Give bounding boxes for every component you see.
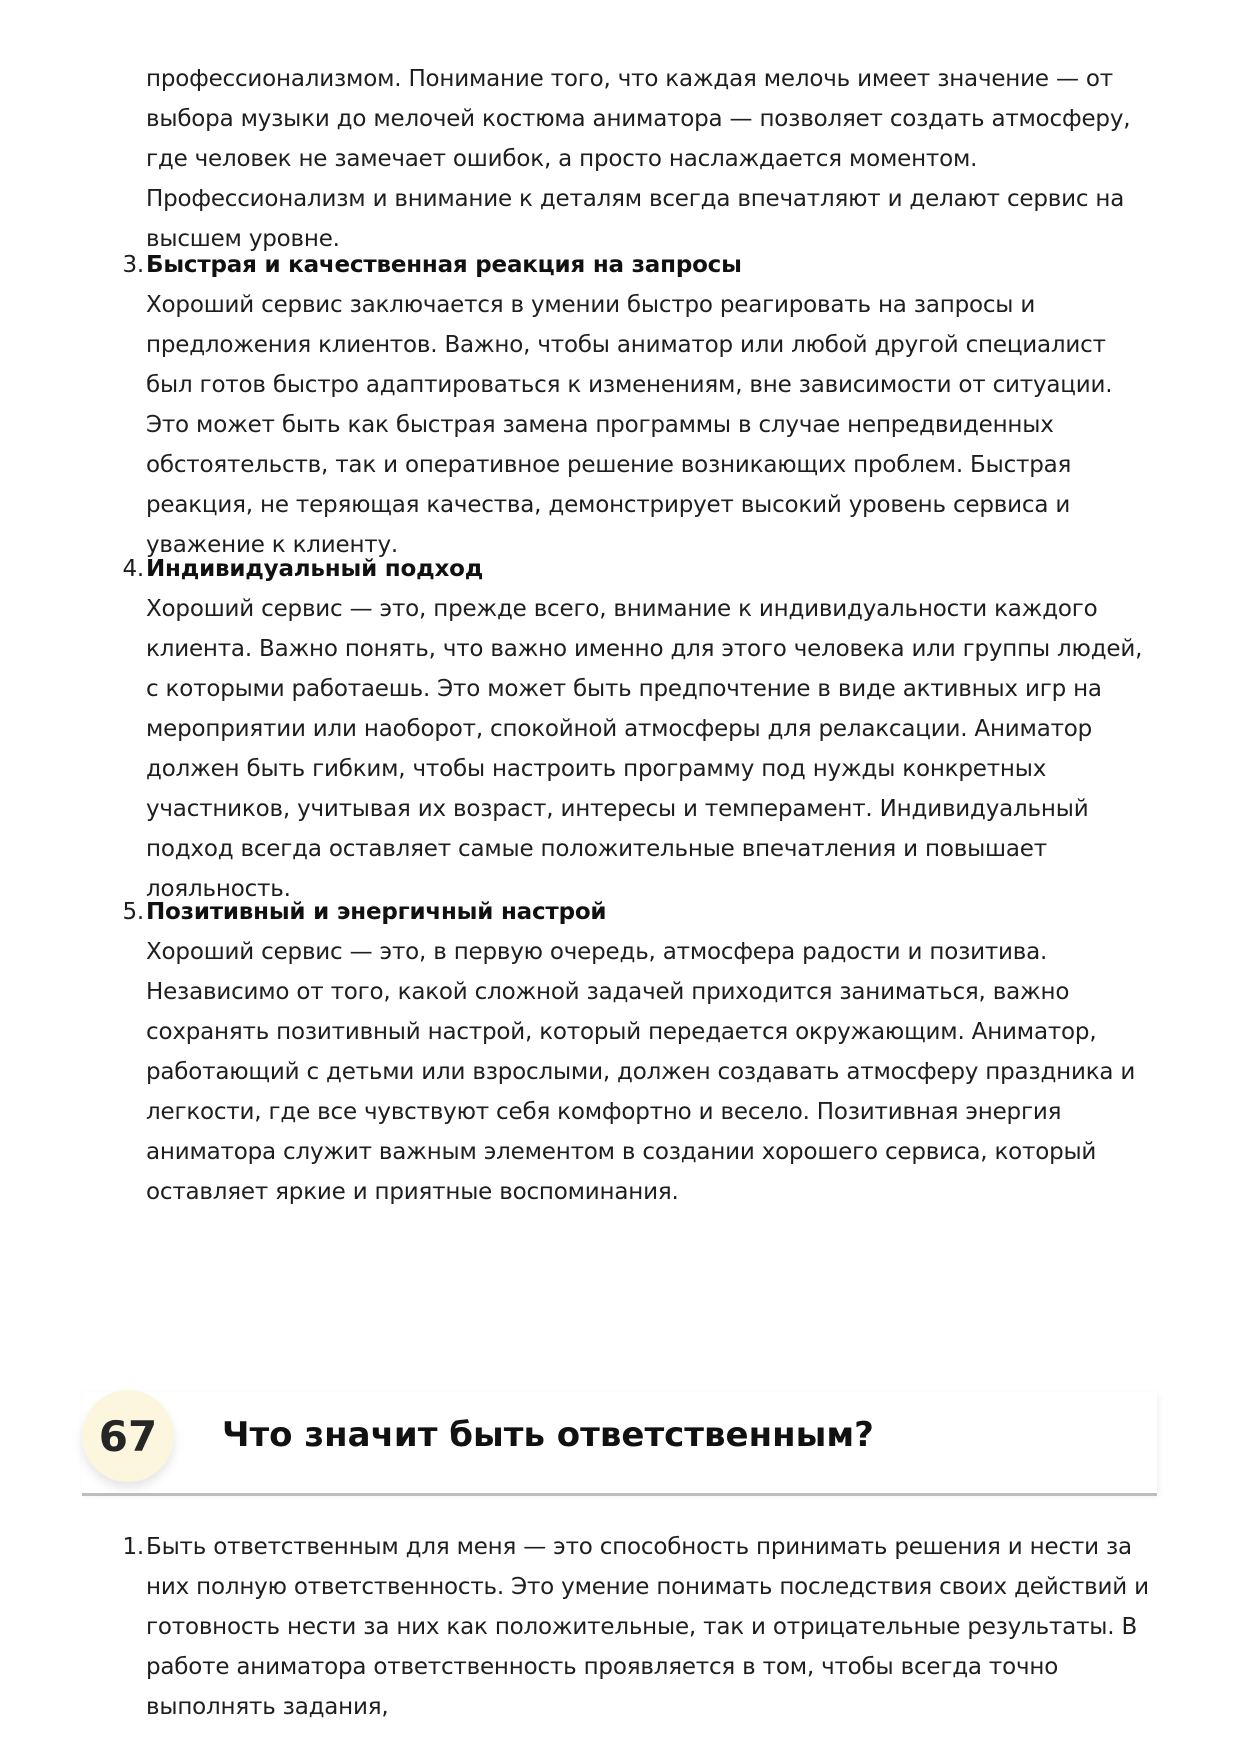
- section-divider: [82, 1493, 1157, 1496]
- list-item-body: Быть ответственным для меня — это способность принимать решения и нести за них полную ответственность. Это умение понимать последствия своих действий и готовность нести за них как положительные, так и отрицательные результаты. В работе аниматора ответственность проявляется в том, чтобы всегда точно выполнять задания,: [146, 1534, 1149, 1720]
- list-number: 4.: [122, 556, 144, 582]
- section-title: Что значит быть ответственным?: [222, 1415, 874, 1455]
- section-header: [82, 1384, 1157, 1494]
- list-item-title: Позитивный и энергичный настрой: [146, 899, 607, 925]
- list-item-title: Быстрая и качественная реакция на запросы: [146, 252, 742, 278]
- list-number: 5.: [122, 899, 144, 925]
- list-item-title: Индивидуальный подход: [146, 556, 484, 582]
- list-item-body: Хороший сервис заключается в умении быстро реагировать на запросы и предложения клиентов. Важно, чтобы аниматор или любой другой специалист был готов быстро адаптироваться к изменениям, вне зависимости от ситуации. Это может быть как быстрая замена программы в случае непредвиденных обстоятельств, так и оперативное решение возникающих проблем. Быстрая реакция, не теряющая качества, демонстрирует высокий уровень сервиса и уважение к клиенту.: [146, 292, 1113, 558]
- list-item-4: [122, 549, 1156, 909]
- list-number: 3.: [122, 252, 144, 278]
- continuation-paragraph: профессионализмом. Понимание того, что каждая мелочь имеет значение — от выбора музыки до мелочей костюма аниматора — позволяет создать атмосферу, где человек не замечает ошибок, а просто наслаждается моментом. Профессионализм и внимание к деталям всегда впечатляют и делают сервис на высшем уровне.: [146, 66, 1131, 252]
- list-number: 1.: [122, 1534, 144, 1560]
- section-list-item-1: [122, 1527, 1156, 1727]
- list-item-5: [122, 892, 1156, 1212]
- list-item-3: [122, 245, 1156, 565]
- section-number-badge: 67: [82, 1390, 174, 1482]
- list-item-body: Хороший сервис — это, прежде всего, внимание к индивидуальности каждого клиента. Важно понять, что важно именно для этого человека или группы людей, с которыми работаешь. Это может быть предпочтение в виде активных игр на мероприятии или наоборот, спокойной атмосферы для релаксации. Аниматор должен быть гибким, чтобы настроить программу под нужды конкретных участников, учитывая их возраст, интересы и темперамент. Индивидуальный подход всегда оставляет самые положительные впечатления и повышает лояльность.: [146, 596, 1143, 902]
- list-item-body: Хороший сервис — это, в первую очередь, атмосфера радости и позитива. Независимо от того, какой сложной задачей приходится заниматься, важно сохранять позитивный настрой, который передается окружающим. Аниматор, работающий с детьми или взрослыми, должен создавать атмосферу праздника и легкости, где все чувствуют себя комфортно и весело. Позитивная энергия аниматора служит важным элементом в создании хорошего сервиса, который оставляет яркие и приятные воспоминания.: [146, 939, 1136, 1205]
